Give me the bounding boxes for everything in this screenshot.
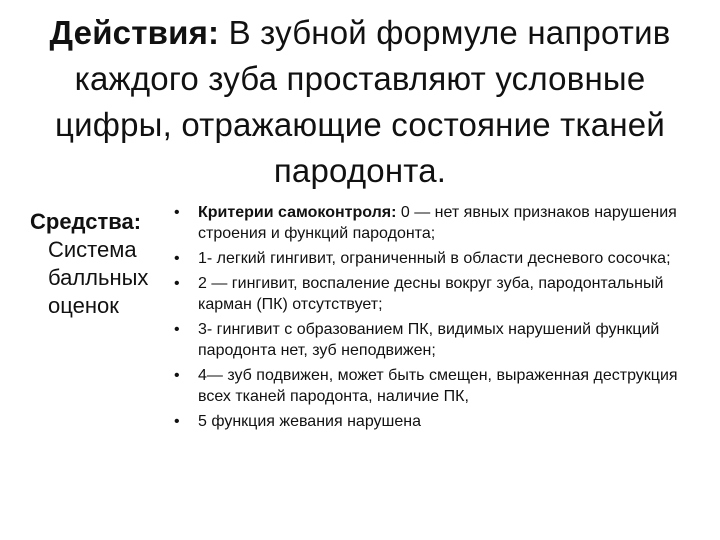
list-item	[170, 273, 700, 315]
list-item	[170, 319, 700, 361]
list-item-text: 2 — гингивит, воспаление десны вокруг зуба, пародонтальный карман (ПК) отсутствует;	[198, 275, 664, 313]
bullet-icon: •	[174, 204, 180, 221]
title-bold: Действия:	[49, 14, 220, 51]
list-item-text: 5 функция жевания нарушена	[198, 413, 421, 430]
criteria-list	[170, 202, 700, 436]
title-rest: В зубной формуле напротив каждого зуба проставляют условные цифры, отражающие состояние тканей пародонта.	[55, 14, 671, 189]
bullet-icon: •	[174, 250, 180, 267]
bullet-icon: •	[174, 367, 180, 384]
list-item-text: 1- легкий гингивит, ограниченный в области десневого сосочка;	[198, 250, 671, 267]
list-item	[170, 365, 700, 407]
means-label: Средства:	[30, 209, 142, 234]
bullet-icon: •	[174, 321, 180, 338]
list-item	[170, 202, 700, 244]
list-item	[170, 411, 700, 432]
bullet-icon: •	[174, 413, 180, 430]
bullet-icon: •	[174, 275, 180, 292]
list-item	[170, 248, 700, 269]
list-item-text: 3- гингивит с образованием ПК, видимых нарушений функций пародонта нет, зуб неподвижен;	[198, 321, 660, 359]
list-item-text: 0 — нет явных признаков нарушения строения и функций пародонта;	[198, 204, 677, 242]
means-block	[30, 208, 170, 320]
means-body: Система балльных оценок	[48, 237, 149, 318]
list-item-text: 4— зуб подвижен, может быть смещен, выраженная деструкция всех тканей пародонта, наличие ПК,	[198, 367, 678, 405]
slide-title	[20, 10, 700, 194]
criteria-heading: Критерии самоконтроля:	[198, 204, 397, 221]
